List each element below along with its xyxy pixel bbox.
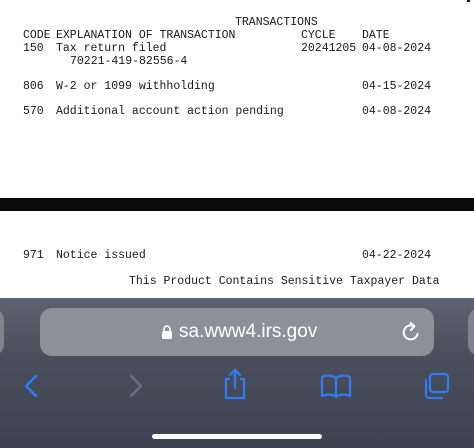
share-icon[interactable] [222, 368, 248, 400]
column-header-cycle: CYCLE [301, 29, 336, 42]
lock-icon [161, 325, 173, 339]
transaction-explanation: Notice issued [56, 249, 146, 262]
transaction-detail: 70221-419-82556-4 [70, 55, 188, 68]
page-break-bar [0, 198, 474, 211]
transaction-explanation: Additional account action pending [56, 105, 284, 118]
transaction-code: 150 [23, 42, 44, 55]
transaction-cycle: 20241205 [301, 42, 357, 55]
sensitive-data-footer: This Product Contains Sensitive Taxpayer Data [129, 275, 440, 288]
transaction-date: 04-08-2024 [362, 105, 432, 118]
transactions-heading: TRANSACTIONS [235, 16, 318, 29]
transaction-code: 971 [23, 249, 44, 262]
transaction-date: 04-22-2024 [362, 249, 432, 262]
transaction-explanation: Tax return filed [56, 42, 167, 55]
reload-icon[interactable] [401, 321, 421, 343]
transaction-explanation: W-2 or 1099 withholding [56, 80, 215, 93]
next-tab-peek[interactable] [468, 308, 474, 356]
previous-tab-peek[interactable] [0, 308, 4, 356]
column-header-date: DATE [362, 29, 390, 42]
transaction-code: 570 [23, 105, 44, 118]
home-indicator [152, 434, 322, 439]
page-edge-mark [467, 0, 470, 2]
transaction-date: 04-08-2024 [362, 42, 432, 55]
transaction-code: 806 [23, 80, 44, 93]
url-text: sa.www4.irs.gov [179, 321, 318, 342]
column-header-code: CODE [23, 29, 51, 42]
tabs-icon[interactable] [422, 372, 450, 400]
browser-chrome [0, 298, 474, 448]
transaction-date: 04-15-2024 [362, 80, 432, 93]
address-bar[interactable] [40, 308, 434, 356]
bookmarks-icon[interactable] [320, 374, 352, 398]
forward-icon[interactable] [125, 374, 145, 398]
column-header-explanation: EXPLANATION OF TRANSACTION [56, 29, 236, 42]
back-icon[interactable] [22, 374, 42, 398]
